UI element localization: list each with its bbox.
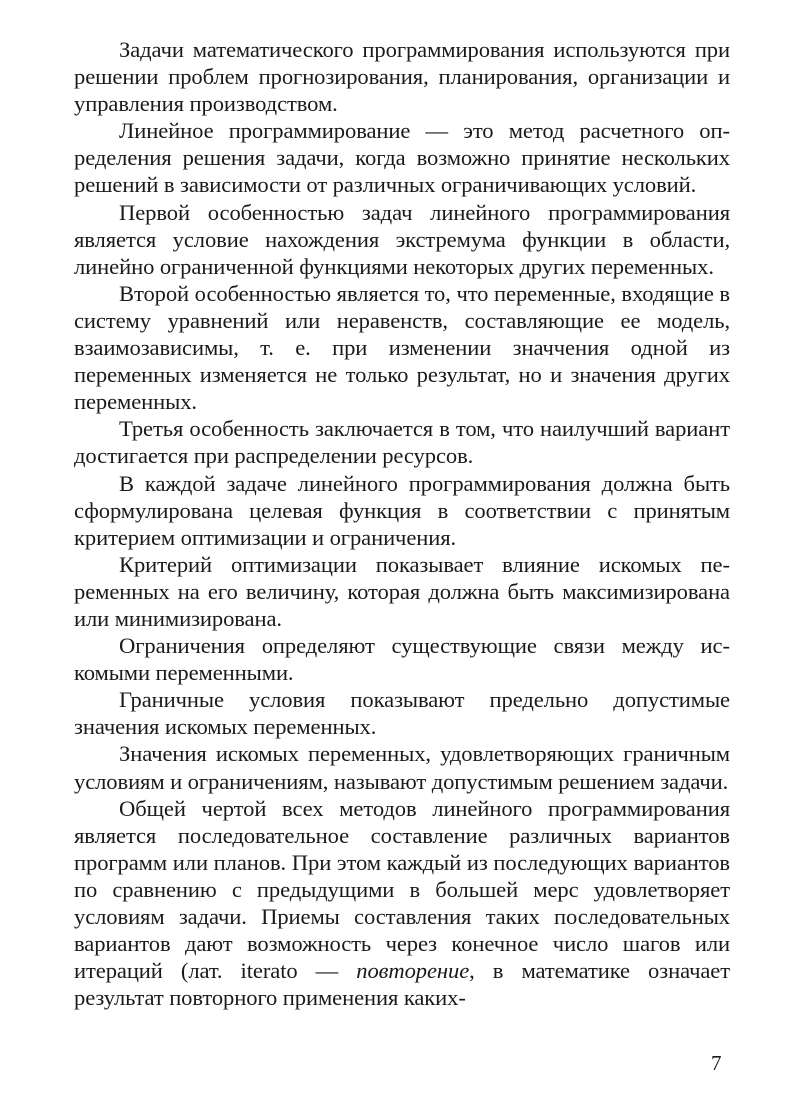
paragraph-8: Ограничения определяют существующие связи между искомыми переменными.: [74, 633, 730, 686]
page-number: 7: [711, 1051, 722, 1075]
paragraph-11-start: Общей чертой всех методов линейного программирования является последовательное составление различных вариантов программ или планов. При этом каждый из последующих вариантов по сравнению с предыдущими в большей мерс удовлетворяет условиям задачи. Приемы составления таких последовательных вариантов дают возможность через конечное число шагов или итераций (лат. iterato —: [74, 795, 730, 984]
paragraph-11: [74, 795, 730, 1012]
paragraph-10: Значения искомых переменных, удовлетворяющих граничным условиям и ограничениям, называют допустимым решением задачи.: [74, 741, 730, 794]
paragraph-1: Задачи математического программирования используются при решении проблем прогнозирования, планирования, организации и управления производством.: [74, 37, 730, 117]
paragraph-6: В каждой задаче линейного программирования должна быть сформулирована целевая функция в соответствии с принятым критерием оптимизации и ограничения.: [74, 470, 730, 550]
paragraph-5: Третья особенность заключается в том, что наилучший вариант достигается при распределении ресурсов.: [74, 416, 730, 469]
emphasis-term: повторение: [356, 958, 470, 984]
paragraph-7: Критерий оптимизации показывает влияние искомых переменных на его величину, которая должна быть максимизирована или минимизирована.: [74, 551, 730, 631]
paragraph-9: Граничные условия показывают предельно допустимые значения искомых переменных.: [74, 687, 730, 740]
paragraph-11-end: , в математике означает результат повторного применения каких-: [74, 958, 730, 1011]
paragraph-4: Второй особенностью является то, что переменные, входящие в систему уравнений или неравенств, составляющие ее модель, взаимозависимы, т. е. при изменении значчения одной из переменных изменяется не только результат, но и значения других переменных.: [74, 280, 730, 415]
paragraph-2: Линейное программирование — это метод расчетного определения решения задачи, когда возможно принятие нескольких решений в зависимости от различных ограничивающих условий.: [74, 118, 730, 198]
page-text: [74, 36, 730, 1011]
paragraph-3: Первой особенностью задач линейного программирования является условие нахождения экстремума функции в области, линейно ограниченной функциями некоторых других переменных.: [74, 199, 730, 279]
